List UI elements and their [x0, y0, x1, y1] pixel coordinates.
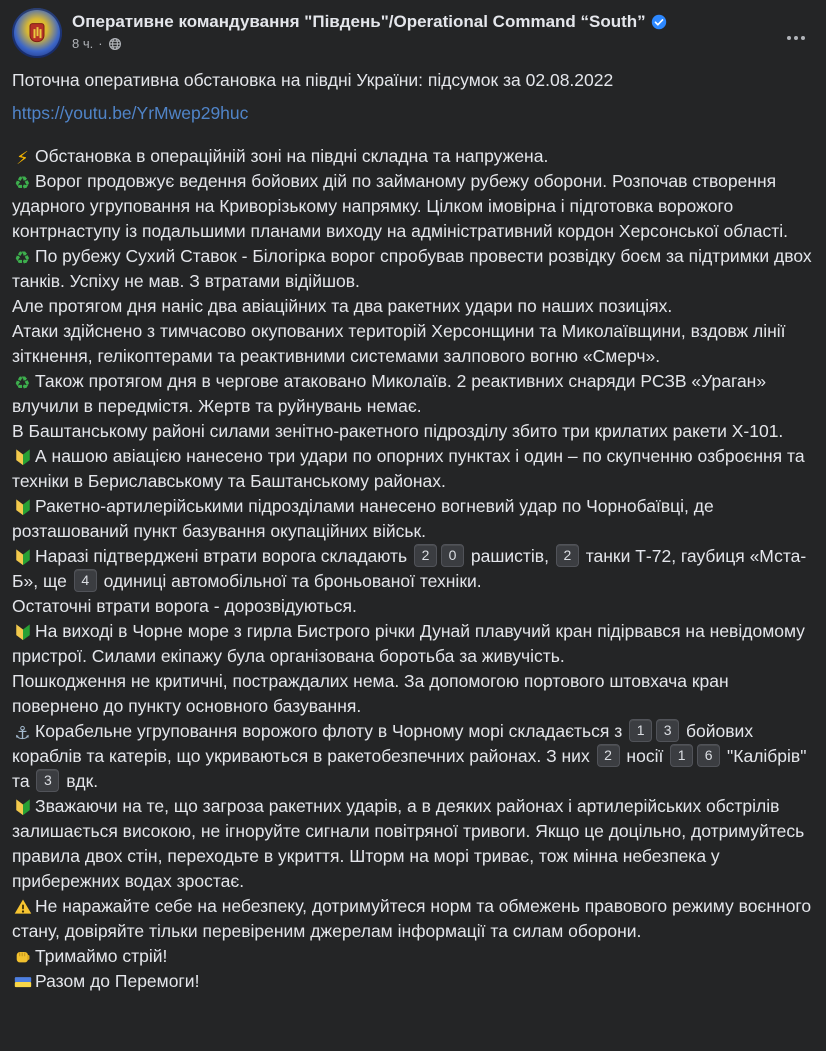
ua-flag-icon — [12, 973, 33, 993]
post-paragraph: Наразі підтверджені втрати ворога складають 2 0 рашистів, 2 танки Т-72, гаубиця «Мста-Б», ще 4 одиниці автомобільної та броньованої техніки. — [12, 546, 807, 591]
post-paragraph: На виході в Чорне море з гирла Бистрого річки Дунай плавучий кран підірвався на невідомому пристрої. Силами екіпажу була організована боротьба за живучість. — [12, 621, 805, 666]
post-paragraph: ♻ Також протягом дня в чергове атаковано Миколаїв. 2 реактивних снаряди РСЗВ «Ураган» влучили в передмістя. Жертв та руйнувань немає. — [12, 371, 767, 416]
more-options-button[interactable] — [780, 22, 812, 54]
keycap-digit-0: 0 — [441, 544, 464, 567]
post-url-link[interactable]: https://youtu.be/YrMwep29huc — [12, 103, 249, 123]
post-paragraph: Але протягом дня наніс два авіаційних та два ракетних удари по наших позиціях. — [12, 296, 673, 316]
keycap-digit-2: 2 — [597, 744, 620, 767]
post-paragraph: Остаточні втрати ворога - дорозвідуються. — [12, 596, 357, 616]
post-header — [0, 0, 826, 58]
recycle-icon: ♻ — [14, 173, 31, 194]
beginner-icon — [12, 548, 33, 568]
post-paragraph: Пошкодження не критичні, постраждалих нема. За допомогою портового штовхача кран повернено до пункту основного базування. — [12, 671, 729, 716]
post-paragraph: Поточна оперативна обстановка на півдні України: підсумок за 02.08.2022 — [12, 70, 614, 90]
anchor-icon: ⚓ — [14, 723, 31, 744]
recycle-icon: ♻ — [14, 248, 31, 269]
post-paragraph: Разом до Перемоги! — [12, 969, 814, 994]
globe-icon — [108, 37, 122, 51]
post-paragraph: Не наражайте себе на небезпеку, дотримуйтеся норм та обмежень правового режиму воєнного стану, довіряйте тільки перевіреним джерелам інформації та силам оборони. — [12, 896, 812, 941]
keycap-digit-2: 2 — [414, 544, 437, 567]
keycap-digit-6: 6 — [697, 744, 720, 767]
post-link-paragraph — [12, 101, 814, 126]
warning-icon — [12, 898, 33, 918]
keycap-digit-1: 1 — [670, 744, 693, 767]
post-paragraph: ♻ Ворог продовжує ведення бойових дій по займаному рубежу оборони. Розпочав створення ударного угруповання на Криворізькому напрямку. Цілком імовірна і підготовка ворожого контрнаступу із подальшими планами виходу на адміністративний кордон Херсонської області. — [12, 171, 788, 241]
keycap-digit-1: 1 — [629, 719, 652, 742]
post-paragraph: Зважаючи на те, що загроза ракетних ударів, а в деяких районах і артилерійських обстрілів залишається високою, не ігноруйте сигнали повітряної тривоги. Якщо це доцільно, дотримуйтесь правила двох стін, переходьте в укриття. Шторм на морі триває, тож мінна небезпека у прибережних водах зростає. — [12, 796, 805, 891]
beginner-icon — [12, 623, 33, 643]
post-paragraph: ♻ По рубежу Сухий Ставок - Білогірка ворог спробував провести розвідку боєм за підтримки двох танків. Успіху не мав. З втратами відійшов. — [12, 246, 812, 291]
verified-badge-icon — [651, 14, 667, 30]
post-paragraph: Атаки здійснено з тимчасово окупованих територій Херсонщини та Миколаївщини, вздовж лінії зіткнення, гелікоптерами та реактивними системами залпового вогню «Смерч». — [12, 321, 786, 366]
beginner-icon — [12, 448, 33, 468]
beginner-icon — [12, 798, 33, 818]
keycap-digit-2: 2 — [556, 544, 579, 567]
recycle-icon: ♻ — [14, 373, 31, 394]
post-paragraph: Ракетно-артилерійськими підрозділами нанесено вогневий удар по Чорнобаївці, де розташований пункт базування окупаційних військ. — [12, 496, 714, 541]
post-paragraph: В Баштанському районі силами зенітно-ракетного підрозділу збито три крилатих ракети Х-101. — [12, 421, 784, 441]
lightning-icon: ⚡ — [16, 148, 29, 169]
post-paragraph: ⚓ Корабельне угруповання ворожого флоту в Чорному морі складається з 1 3 бойових кораблів та катерів, що укриваються в ракетобезпечних районах. З них 2 носії 1 6 "Калібрів" та 3 вдк. — [12, 721, 807, 791]
page-name-link[interactable]: Оперативне командування "Південь"/Operational Command “South” — [72, 12, 646, 31]
meta-separator: · — [98, 36, 103, 51]
post-paragraph: А нашою авіацією нанесено три удари по опорних пунктах і один – по скупченню озброєння та техніки в Бериславському та Баштанському районах. — [12, 446, 805, 491]
post-timestamp[interactable]: 8 ч. — [72, 36, 94, 51]
avatar-emblem — [30, 23, 45, 42]
fist-icon — [12, 948, 33, 968]
post-text — [0, 58, 826, 1004]
header-text-block — [72, 8, 667, 52]
keycap-digit-3: 3 — [656, 719, 679, 742]
post-paragraph: ⚡ Обстановка в операційній зоні на півдні складна та напружена. — [12, 144, 814, 169]
keycap-digit-3: 3 — [36, 769, 59, 792]
beginner-icon — [12, 498, 33, 518]
post-paragraph: Тримаймо стрій! — [12, 944, 814, 969]
keycap-digit-4: 4 — [74, 569, 97, 592]
page-avatar[interactable] — [12, 8, 62, 58]
